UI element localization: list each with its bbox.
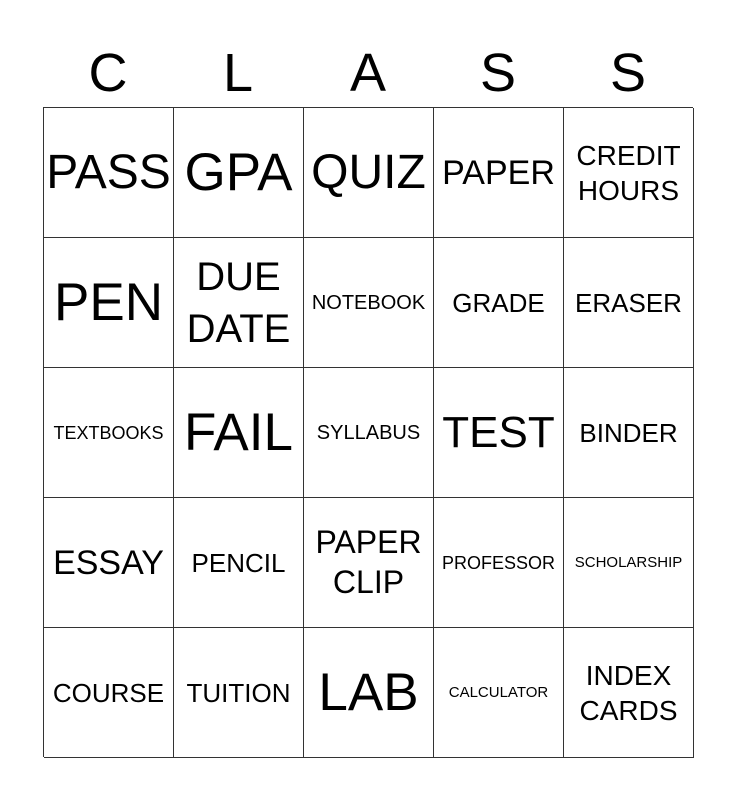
cell-label: PENCIL [191, 547, 286, 578]
bingo-cell[interactable] [174, 238, 304, 368]
cell-label: PAPER CLIP [315, 524, 422, 600]
header-letter-c: C [88, 43, 128, 103]
cell-label: PROFESSOR [441, 552, 556, 573]
cell-label: FAIL [183, 403, 293, 462]
bingo-cell[interactable] [564, 108, 694, 238]
cell-label: COURSE [52, 677, 165, 708]
cell-label: BINDER [579, 417, 678, 448]
bingo-cell[interactable] [174, 108, 304, 238]
header-letter-a: A [349, 43, 387, 103]
header-letter-s: S [479, 43, 517, 103]
bingo-cell[interactable] [434, 108, 564, 238]
cell-label: CREDIT HOURS [576, 139, 681, 206]
bingo-cell[interactable] [44, 628, 174, 758]
bingo-card [43, 107, 693, 757]
cell-label: PEN [54, 273, 163, 332]
cell-label: ESSAY [53, 543, 164, 582]
bingo-cell[interactable] [44, 498, 174, 628]
bingo-cell[interactable] [564, 368, 694, 498]
cell-label: DUE DATE [186, 254, 291, 351]
cell-label: TEXTBOOKS [53, 422, 164, 443]
bingo-cell[interactable] [304, 108, 434, 238]
cell-label: TEST [442, 407, 555, 457]
bingo-cell[interactable] [564, 628, 694, 758]
cell-label: SYLLABUS [316, 421, 421, 444]
cell-label: INDEX CARDS [579, 659, 678, 726]
bingo-cell[interactable] [434, 238, 564, 368]
bingo-cell[interactable] [44, 238, 174, 368]
cell-label: NOTEBOOK [311, 291, 426, 314]
cell-label: GRADE [452, 287, 545, 318]
cell-label: ERASER [575, 287, 682, 318]
cell-label: GPA [184, 143, 293, 202]
cell-label: CALCULATOR [448, 684, 549, 701]
bingo-cell[interactable] [434, 368, 564, 498]
cell-label: PAPER [442, 153, 555, 192]
cell-label: LAB [318, 663, 419, 722]
bingo-cell[interactable] [304, 498, 434, 628]
bingo-cell[interactable] [174, 498, 304, 628]
bingo-cell[interactable] [434, 498, 564, 628]
bingo-cell[interactable] [174, 368, 304, 498]
cell-label: TUITION [186, 677, 291, 708]
bingo-cell[interactable] [304, 628, 434, 758]
bingo-cell[interactable] [434, 628, 564, 758]
cell-label: PASS [46, 145, 171, 199]
bingo-cell[interactable] [44, 368, 174, 498]
bingo-cell[interactable] [174, 628, 304, 758]
cell-label: SCHOLARSHIP [574, 554, 683, 571]
bingo-cell[interactable] [304, 368, 434, 498]
bingo-cell[interactable] [44, 108, 174, 238]
bingo-cell[interactable] [564, 238, 694, 368]
bingo-cell[interactable] [564, 498, 694, 628]
bingo-cell[interactable] [304, 238, 434, 368]
cell-label: QUIZ [311, 145, 426, 199]
header-letter-l: L [222, 43, 254, 103]
header-letter-s-2: S [609, 43, 647, 103]
bingo-header [43, 40, 693, 106]
